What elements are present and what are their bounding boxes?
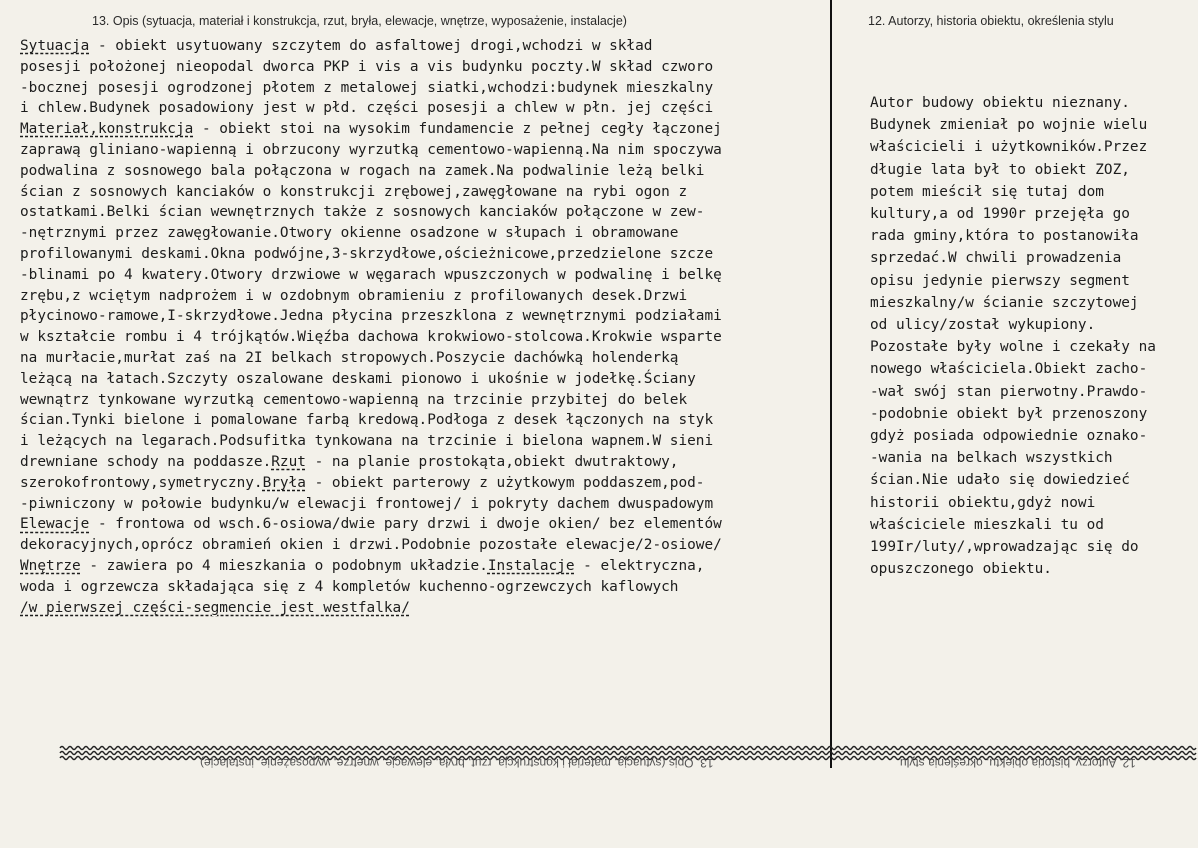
section-12-header: 12. Autorzy, historia obiektu, określenia stylu: [868, 14, 1114, 28]
text-segment: - obiekt usytuowany szczytem do asfaltowej drogi,wchodzi w skład: [89, 38, 653, 54]
text-line: [20, 57, 850, 78]
text-line: [20, 98, 850, 119]
text-line: [20, 369, 850, 390]
section-keyword: Bryła: [262, 474, 306, 491]
text-line: [20, 348, 850, 369]
text-segment: -nętrznymi przez zawęgłowanie.Otwory okienne osadzone w słupach i obramowane: [20, 225, 679, 242]
text-line: [20, 410, 850, 431]
text-segment: szerokofrontowy,symetryczny.: [20, 474, 263, 491]
text-line: 199Ir/luty/,wprowadzając się do: [870, 539, 1139, 556]
text-segment: podwalina z sosnowego bala połączona w rogach na zamek.Na podwalinie leżą belki: [20, 162, 705, 179]
text-line: [20, 452, 850, 473]
text-segment: - zawiera po 4 mieszkania o podobnym układzie.: [80, 557, 488, 574]
text-line: kultury,a od 1990r przejęła go: [870, 206, 1130, 223]
text-line: Budynek zmieniał po wojnie wielu: [870, 117, 1148, 134]
text-segment: -blinami po 4 kwatery.Otwory drzwiowe w węgarach wpuszczonych w podwalinę i belkę: [20, 266, 722, 283]
mirrored-header-left: 13. Opis (sytuacja, materiał i konstrukcja, rzut, bryła, elewacje, wnętrze, wyposażenie, instalacje): [200, 756, 714, 770]
text-line: [20, 244, 850, 265]
text-segment: woda i ogrzewcza składająca się z 4 kompletów kuchenno-ogrzewczych kaflowych: [20, 578, 679, 595]
text-segment: zrębu,z wciętym nadprożem i w ozdobnym obramieniu z profilowanych desek.Drzwi: [20, 287, 688, 304]
text-line: opisu jedynie pierwszy segment: [870, 272, 1130, 289]
text-line: -wał swój stan pierwotny.Prawdo-: [870, 383, 1148, 400]
text-line: gdyż posiada odpowiednie oznako-: [870, 428, 1148, 445]
text-line: [20, 140, 850, 161]
text-line: -podobnie obiekt był przenoszony: [870, 405, 1148, 422]
text-line: nowego właściciela.Obiekt zacho-: [870, 361, 1148, 378]
text-line: rada gminy,która to postanowiła: [870, 228, 1139, 245]
text-segment: ostatkami.Belki ścian wewnętrznych także z sosnowych kanciaków połączone w zew-: [20, 204, 705, 221]
text-line: długie lata był to obiekt ZOZ,: [870, 161, 1130, 178]
text-segment: - obiekt stoi na wysokim fundamencie z pełnej cegły łączonej: [193, 121, 722, 138]
text-segment: ścian.Tynki bielone i pomalowane farbą kredową.Podłoga z desek łączonych na styk: [20, 412, 714, 429]
text-segment: posesji położonej nieopodal dworca PKP i vis a vis budynku poczty.W skład czworo: [20, 58, 714, 75]
text-line: [20, 36, 850, 57]
text-segment: drewniane schody na poddasze.: [20, 453, 272, 470]
text-line: mieszkalny/w ścianie szczytowej: [870, 294, 1139, 311]
text-line: od ulicy/został wykupiony.: [870, 317, 1096, 334]
text-segment: - obiekt parterowy z użytkowym poddaszem,pod-: [305, 474, 705, 491]
text-line: potem mieścił się tutaj dom: [870, 183, 1104, 200]
text-line: Autor budowy obiektu nieznany.: [870, 95, 1130, 111]
text-line: opuszczonego obiektu.: [870, 561, 1052, 578]
text-line: [20, 535, 850, 556]
text-segment: i leżących na legarach.Podsufitka tynkowana na trzcinie i bielona wapnem.W sieni: [20, 433, 714, 450]
text-line: sprzedać.W chwili prowadzenia: [870, 250, 1122, 267]
text-line: [20, 494, 850, 515]
section-keyword: Elewacje: [20, 516, 90, 533]
text-line: [20, 223, 850, 244]
text-segment: -piwniczony w połowie budynku/w elewacji frontowej/ i pokryty dachem dwuspadowym: [20, 495, 714, 512]
text-line: [20, 514, 850, 535]
text-segment: ścian z sosnowych kanciaków o konstrukcji zrębowej,zawęgłowane na rybi ogon z: [20, 183, 688, 200]
text-segment: - frontowa od wsch.6-osiowa/dwie pary drzwi i dwoje okien/ bez elementów: [89, 516, 722, 533]
text-segment: w kształcie rombu i 4 trójkątów.Więźba dachowa krokwiowo-stolcowa.Krokwie wsparte: [20, 329, 722, 346]
text-line: [20, 577, 850, 598]
text-segment: -bocznej posesji ogrodzonej płotem z metalowej siatki,wchodzi:budynek mieszkalny: [20, 79, 714, 96]
section-keyword: Materiał,konstrukcja: [20, 121, 194, 138]
text-line: [20, 78, 850, 99]
text-line: [20, 306, 850, 327]
history-text: [870, 92, 1198, 580]
section-13-header: 13. Opis (sytuacja, materiał i konstrukcja, rzut, bryła, elewacje, wnętrze, wyposażenie, instalacje): [92, 14, 627, 28]
section-keyword: Wnętrze: [20, 557, 81, 574]
text-line: [20, 473, 850, 494]
section-keyword: Instalacje: [487, 557, 575, 574]
text-segment: zaprawą gliniano-wapienną i obrzucony wyrzutką cementowo-wapienną.Na nim spoczywa: [20, 141, 722, 158]
text-segment: na murłacie,murłat zaś na 2I belkach stropowych.Poszycie dachówką holenderką: [20, 349, 679, 366]
section-keyword: Sytuacja: [20, 38, 90, 54]
text-line: [20, 265, 850, 286]
text-line: [20, 327, 850, 348]
text-segment: dekoracyjnych,oprócz obramień okien i drzwi.Podobnie pozostałe elewacje/2-osiowe/: [20, 537, 722, 554]
description-text: [20, 36, 850, 618]
text-segment: płycinowo-ramowe,I-skrzydłowe.Jedna płycina przeszklona z wewnętrznymi podziałami: [20, 308, 722, 325]
text-segment: i chlew.Budynek posadowiony jest w płd. części posesji a chlew w płn. jej części: [20, 100, 714, 117]
text-segment: wewnątrz tynkowane wyrzutką cementowo-wapienną na trzcinie przybitej do belek: [20, 391, 688, 408]
text-segment: - elektryczna,: [574, 557, 705, 574]
text-line: ścian.Nie udało się dowiedzieć: [870, 472, 1130, 489]
text-line: [20, 286, 850, 307]
text-line: Pozostałe były wolne i czekały na: [870, 339, 1156, 356]
text-line: [20, 161, 850, 182]
section-keyword: Rzut: [271, 453, 306, 470]
text-line: -wania na belkach wszystkich: [870, 450, 1113, 467]
text-line: [20, 390, 850, 411]
mirrored-header-right: 12. Autorzy, historia obiektu, określenia stylu: [900, 756, 1136, 770]
text-line: [20, 119, 850, 140]
section-keyword: /w pierwszej części-segmencie jest westfalka/: [20, 599, 410, 616]
text-line: właściciele mieszkali tu od: [870, 516, 1104, 533]
text-line: [20, 556, 850, 577]
text-line: [20, 431, 850, 452]
text-line: [20, 598, 850, 619]
text-line: [20, 182, 850, 203]
text-line: [20, 202, 850, 223]
text-segment: profilowanymi deskami.Okna podwójne,3-skrzydłowe,ościeżnicowe,przedzielone szcze: [20, 245, 714, 262]
text-line: historii obiektu,gdyż nowi: [870, 494, 1096, 511]
text-line: właścicieli i użytkowników.Przez: [870, 139, 1148, 156]
text-segment: - na planie prostokąta,obiekt dwutraktowy,: [305, 453, 679, 470]
text-segment: leżącą na łatach.Szczyty oszalowane deskami pionowo i ukośnie w jodełkę.Ściany: [20, 370, 696, 387]
